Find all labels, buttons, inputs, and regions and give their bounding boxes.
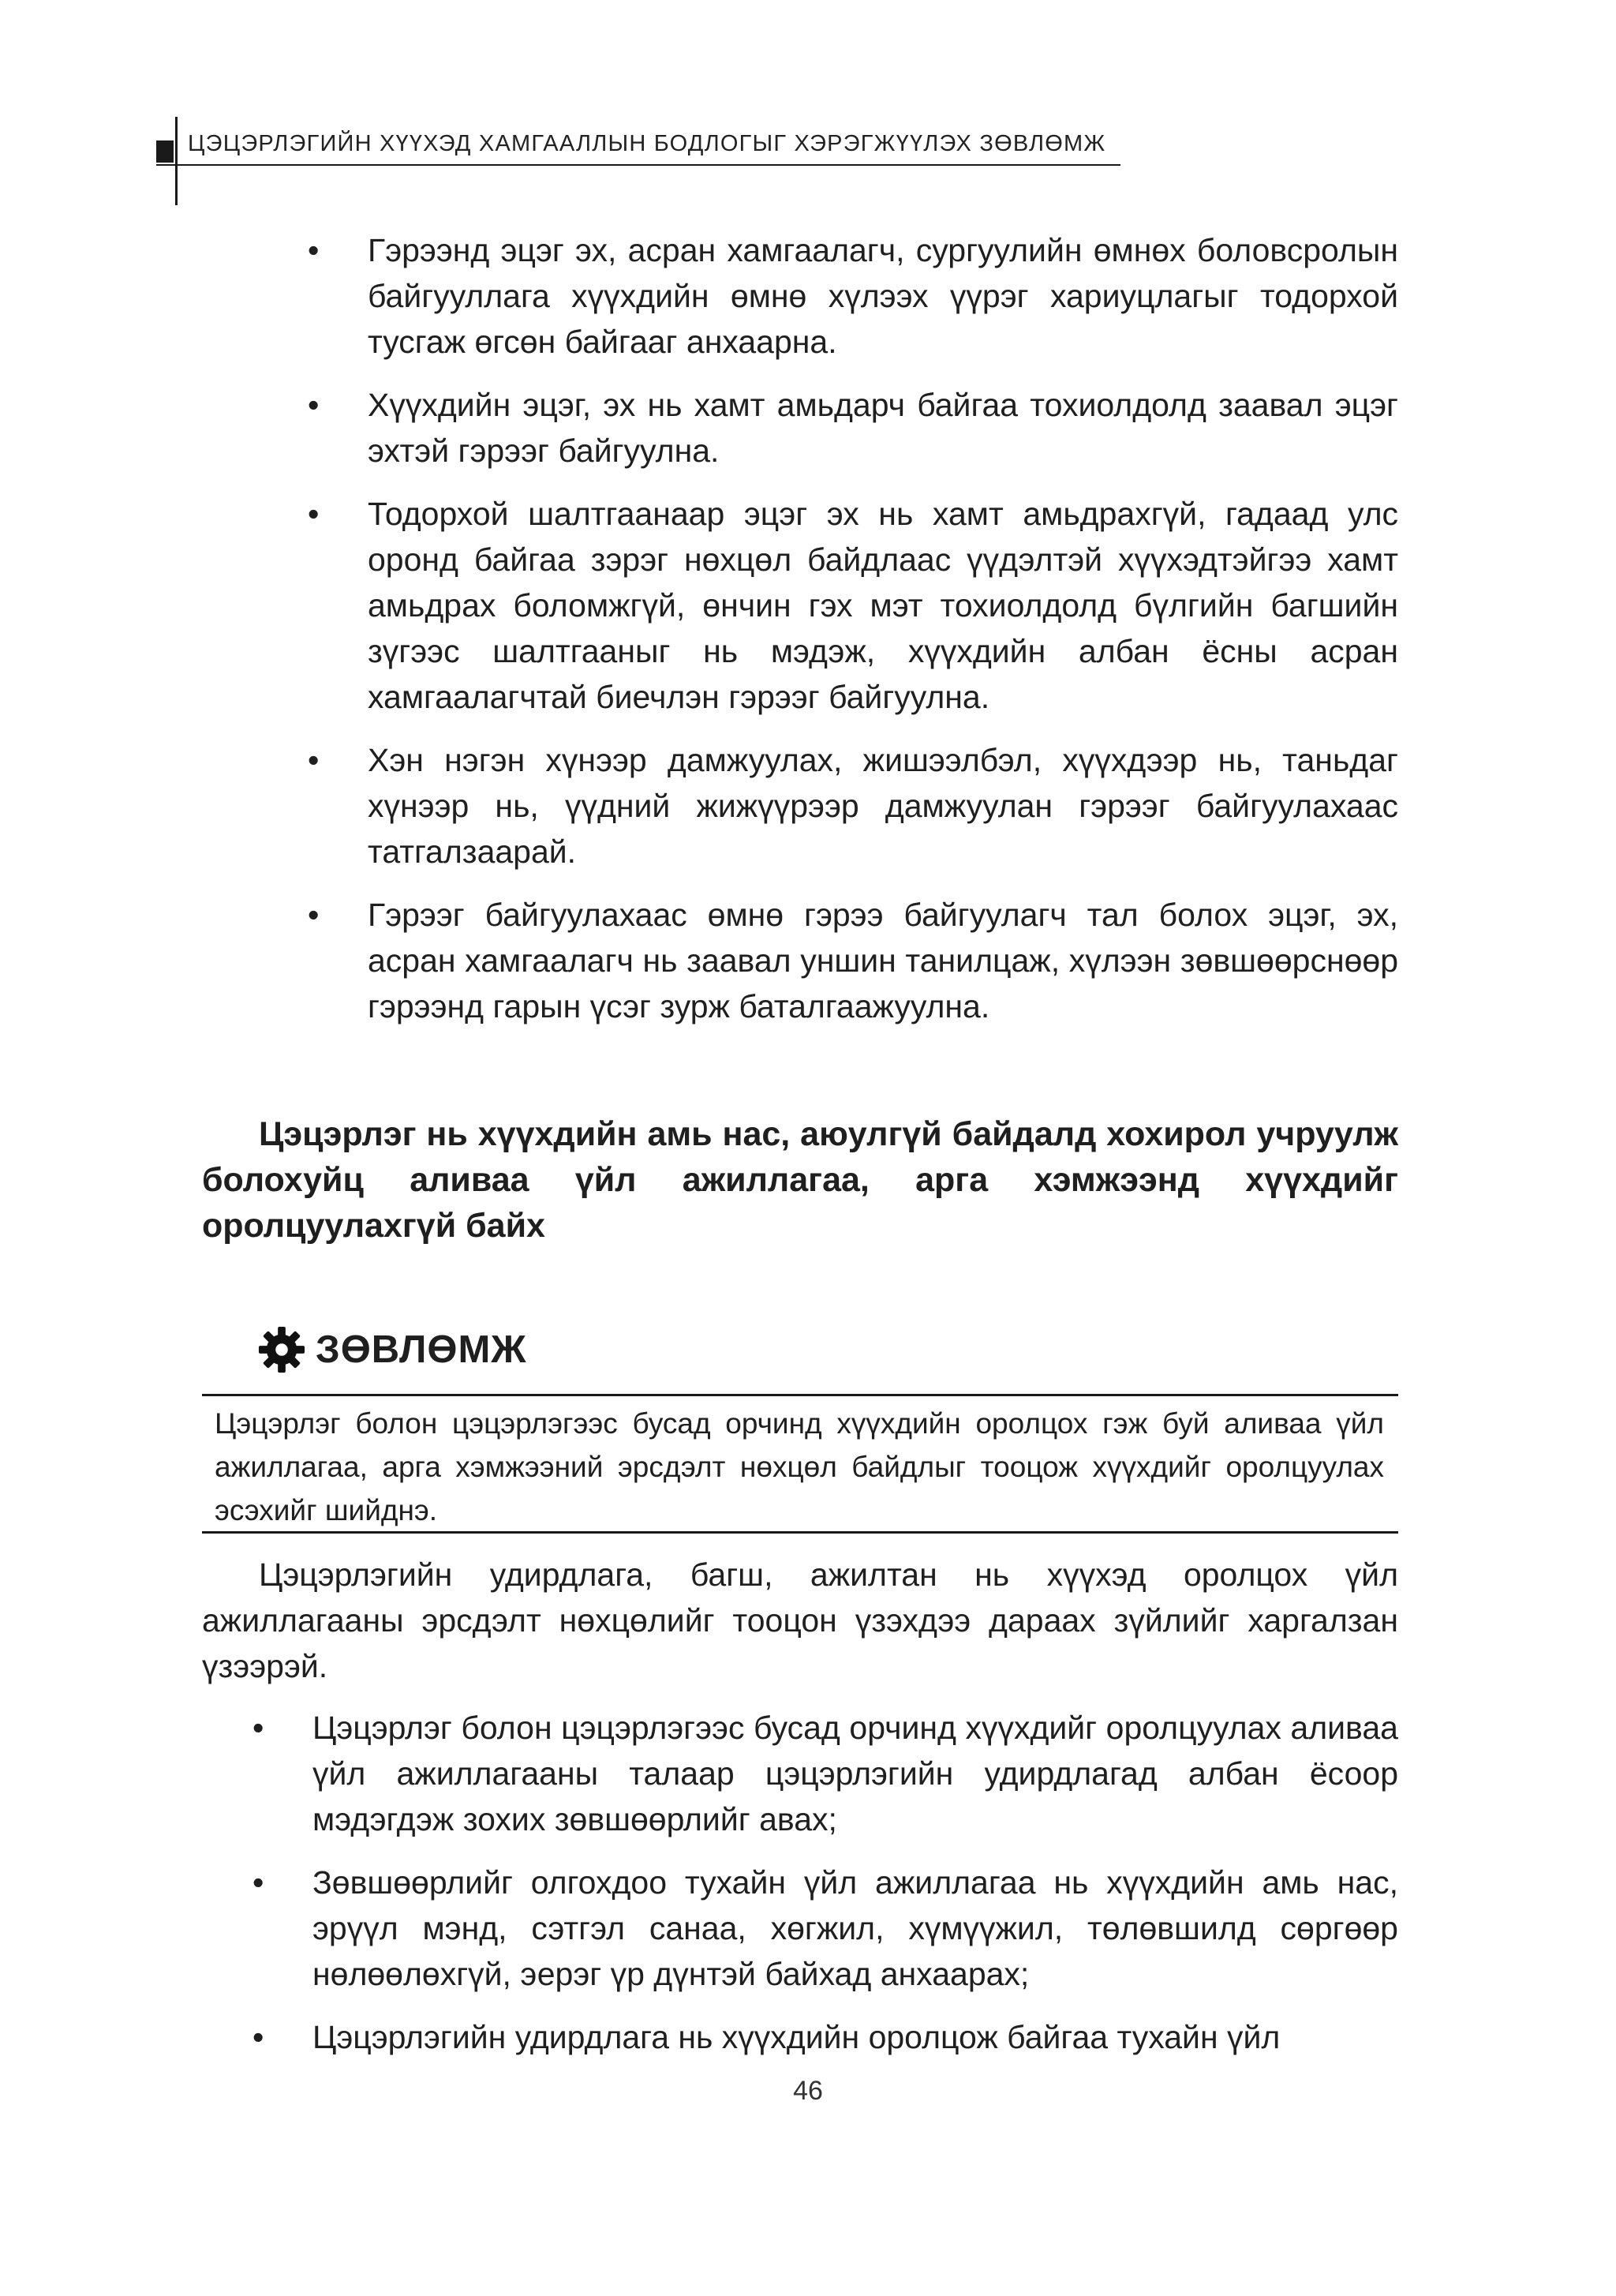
list-item-text: Цэцэрлэгийн удирдлага нь хүүхдийн оролцож байгаа тухайн үйл (312, 2019, 1281, 2055)
list-item (308, 491, 1398, 720)
bullet-icon: • (252, 1864, 264, 1901)
recommendation-title-text: ЗӨВЛӨМЖ (316, 1328, 527, 1371)
recommendation-text: Цэцэрлэг болон цэцэрлэгээс бусад орчинд хүүхдийн оролцох гэж буй аливаа үйл ажиллагаа, арга хэмжээний эрсдэлт нөхцөл байдлыг тооцож хүүхдийг оролцуулах эсэхийг шийднэ. (215, 1407, 1384, 1526)
bullet-list-considerations (252, 1705, 1398, 2077)
header-rule (156, 164, 1120, 166)
bullet-icon: • (308, 742, 320, 778)
list-item (252, 1860, 1398, 1997)
list-item-text: Цэцэрлэг болон цэцэрлэгээс бусад орчинд хүүхдийг оролцуулах аливаа үйл ажиллагааны талаар цэцэрлэгийн удирдлагад албан ёсоор мэдэгдэж зохих зөвшөөрлийг авах; (312, 1710, 1398, 1837)
section-heading: Цэцэрлэг нь хүүхдийн амь нас, аюулгүй байдалд хохирол учруулж болохуйц аливаа үйл ажиллагаа, арга хэмжээнд хүүхдийг оролцуулахгүй байх (202, 1115, 1398, 1245)
bullet-icon: • (308, 232, 320, 268)
list-item (308, 737, 1398, 875)
list-item (252, 2014, 1398, 2060)
header-marker (156, 140, 174, 163)
bullet-icon: • (308, 496, 320, 532)
list-item-text: Зөвшөөрлийг олгохдоо тухайн үйл ажиллагаа нь хүүхдийн амь нас, эрүүл мэнд, сэтгэл санаа, хөгжил, хүмүүжил, төлөвшилд сөргөөр нөлөөлөхгүй, эерэг үр дүнтэй байхад анхаарах; (312, 1864, 1398, 1992)
page-number: 46 (793, 2076, 823, 2106)
bullet-icon: • (308, 897, 320, 933)
list-item-text: Гэрээнд эцэг эх, асран хамгаалагч, сургуулийн өмнөх боловсролын байгууллага хүүхдийн өмнө хүлээх үүрэг хариуцлагыг тодорхой тусгаж өгсөн байгааг анхаарна. (368, 232, 1398, 360)
list-item (252, 1705, 1398, 1842)
recommendation-top-rule (202, 1394, 1398, 1396)
recommendation-title (257, 1324, 527, 1375)
list-item (308, 227, 1398, 365)
list-item-text: Хэн нэгэн хүнээр дамжуулах, жишээлбэл, хүүхдээр нь, таньдаг хүнээр нь, үүдний жижүүрээр дамжуулан гэрээг байгуулахаас татгалзаарай. (368, 742, 1398, 870)
list-item-text: Тодорхой шалтгаанаар эцэг эх нь хамт амьдрахгүй, гадаад улс оронд байгаа зэрэг нөхцөл байдлаас үүдэлтэй хүүхэдтэйгээ хамт амьдрах боломжгүй, өнчин гэх мэт тохиолдолд бүлгийн багшийн зүгээс шалтгааныг нь мэдэж, хүүхдийн албан ёсны асран хамгаалагчтай биечлэн гэрээг байгуулна. (368, 496, 1398, 715)
running-header: ЦЭЦЭРЛЭГИЙН ХҮҮХЭД ХАМГААЛЛЫН БОДЛОГЫГ ХЭРЭГЖҮҮЛЭХ ЗӨВЛӨМЖ (188, 131, 1106, 156)
list-item-text: Хүүхдийн эцэг, эх нь хамт амьдарч байгаа тохиолдолд заавал эцэг эхтэй гэрээг байгуулна. (368, 387, 1398, 469)
recommendation-bottom-rule (202, 1531, 1398, 1534)
bullet-list-contract (308, 227, 1398, 1047)
list-item-text: Гэрээг байгуулахаас өмнө гэрээ байгуулагч тал болох эцэг, эх, асран хамгаалагч нь заавал уншин танилцаж, хүлээн зөвшөөрснөөр гэрээнд гарын үсэг зурж баталгаажуулна. (368, 897, 1398, 1024)
header-vertical-rule (175, 117, 178, 205)
gear-icon (257, 1325, 306, 1374)
list-item (308, 382, 1398, 474)
list-item (308, 892, 1398, 1029)
bullet-icon: • (308, 387, 320, 423)
bullet-icon: • (252, 1710, 264, 1746)
bullet-icon: • (252, 2019, 264, 2055)
body-paragraph: Цэцэрлэгийн удирдлага, багш, ажилтан нь хүүхэд оролцох үйл ажиллагааны эрсдэлт нөхцөлийг тооцон үзэхдээ дараах зүйлийг харгалзан үзээрэй. (202, 1556, 1398, 1684)
